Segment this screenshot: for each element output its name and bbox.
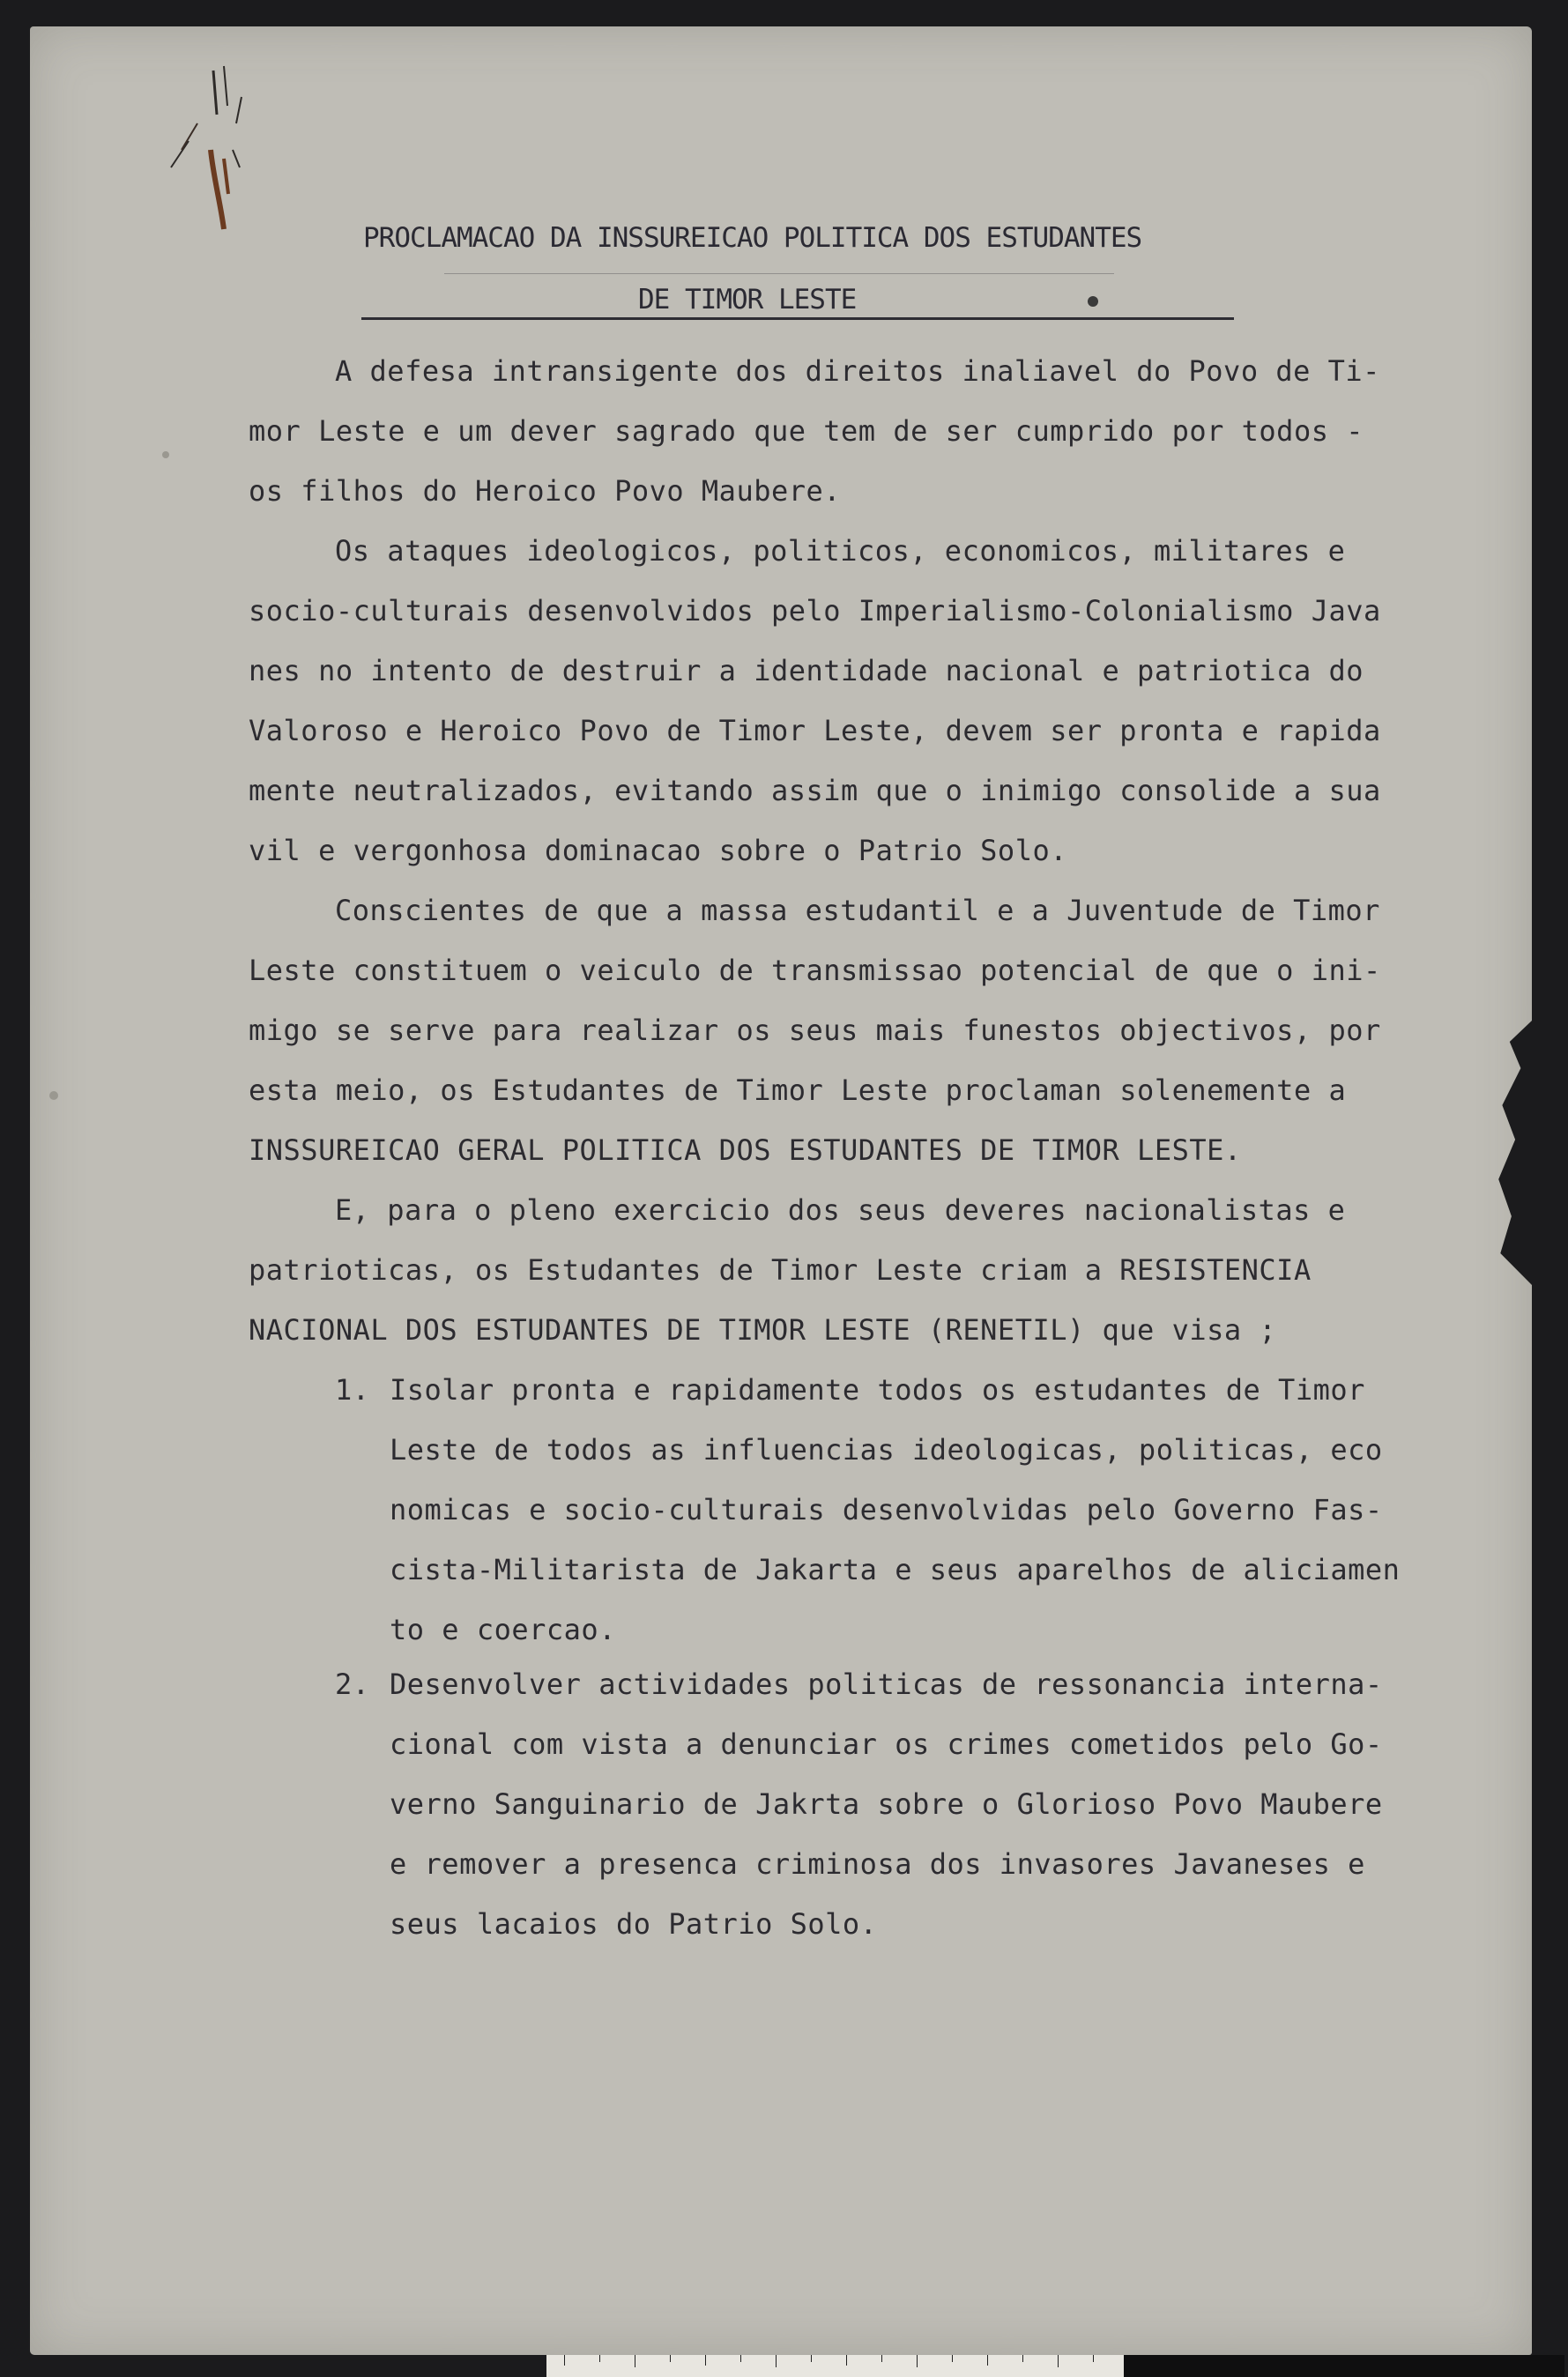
body-line: os filhos do Heroico Povo Maubere.	[249, 474, 842, 508]
document-title-line1: PROCLAMACAO DA INSSUREICAO POLITICA DOS ESTUDANTES	[363, 222, 1142, 254]
list-item-line: Desenvolver actividades politicas de ressonancia interna-	[390, 1668, 1383, 1701]
ruler-tick	[740, 2355, 741, 2362]
body-line: INSSUREICAO GERAL POLITICA DOS ESTUDANTES DE TIMOR LESTE.	[249, 1133, 1242, 1167]
ruler-tick	[670, 2355, 671, 2362]
ruler-tick	[1022, 2355, 1023, 2362]
body-line: NACIONAL DOS ESTUDANTES DE TIMOR LESTE (RENETIL) que visa ;	[249, 1313, 1277, 1347]
ruler-tick	[811, 2355, 812, 2362]
ruler-tick	[917, 2355, 918, 2367]
body-line: Leste constituem o veiculo de transmissao potencial de que o ini-	[249, 954, 1381, 987]
ruler-tick	[564, 2355, 565, 2366]
body-line: Os ataques ideologicos, politicos, economicos, militares e	[335, 534, 1346, 568]
list-item-line: to e coercao.	[390, 1613, 616, 1646]
paper-sheet	[30, 26, 1532, 2355]
ruler-tick	[1058, 2355, 1059, 2367]
ruler-tick	[1093, 2355, 1094, 2362]
body-line: nes no intento de destruir a identidade nacional e patriotica do	[249, 654, 1364, 687]
body-line: mor Leste e um dever sagrado que tem de ser cumprido por todos -	[249, 414, 1364, 448]
body-line: patrioticas, os Estudantes de Timor Leste criam a RESISTENCIA	[249, 1253, 1312, 1287]
ruler-tick	[599, 2355, 600, 2362]
list-item-line: Isolar pronta e rapidamente todos os estudantes de Timor	[390, 1373, 1365, 1407]
ruler-tick	[846, 2355, 847, 2366]
list-item-line: cional com vista a denunciar os crimes cometidos pelo Go-	[390, 1727, 1383, 1761]
title-faint-rule	[444, 273, 1114, 274]
body-line: A defesa intransigente dos direitos inaliavel do Povo de Ti-	[335, 354, 1380, 388]
title-underline	[361, 317, 1234, 320]
ruler-tick	[776, 2355, 777, 2367]
body-line: vil e vergonhosa dominacao sobre o Patrio Solo.	[249, 834, 1067, 867]
ruler-tick	[881, 2355, 882, 2362]
body-line: Conscientes de que a massa estudantil e a Juventude de Timor	[335, 894, 1380, 927]
list-item-number: 2.	[335, 1668, 370, 1701]
torn-edge	[1495, 1021, 1532, 1285]
punch-mark	[162, 451, 169, 458]
body-line: socio-culturais desenvolvidos pelo Imperialismo-Colonialismo Java	[249, 594, 1381, 628]
scale-ruler-dark-segment	[1124, 2355, 1564, 2377]
ruler-tick	[987, 2355, 988, 2366]
punch-mark	[49, 1091, 58, 1100]
list-item-line: e remover a presenca criminosa dos invasores Javaneses e	[390, 1847, 1365, 1881]
list-item-line: cista-Militarista de Jakarta e seus aparelhos de aliciamen	[390, 1553, 1401, 1586]
list-item-line: nomicas e socio-culturais desenvolvidas pelo Governo Fas-	[390, 1493, 1383, 1526]
ruler-tick	[705, 2355, 706, 2366]
ink-spot	[1088, 296, 1098, 307]
list-item-number: 1.	[335, 1373, 370, 1407]
list-item-line: Leste de todos as influencias ideologicas, politicas, eco	[390, 1433, 1383, 1467]
body-line: migo se serve para realizar os seus mais funestos objectivos, por	[249, 1014, 1381, 1047]
body-line: Valoroso e Heroico Povo de Timor Leste, devem ser pronta e rapida	[249, 714, 1381, 747]
body-line: mente neutralizados, evitando assim que o inimigo consolide a sua	[249, 774, 1381, 807]
document-title-line2: DE TIMOR LESTE	[638, 284, 857, 316]
ink-smudge-marks	[136, 62, 312, 238]
ruler-tick	[952, 2355, 953, 2362]
list-item-line: verno Sanguinario de Jakrta sobre o Glorioso Povo Maubere	[390, 1787, 1383, 1821]
body-line: esta meio, os Estudantes de Timor Leste proclaman solenemente a	[249, 1073, 1347, 1107]
list-item-line: seus lacaios do Patrio Solo.	[390, 1907, 878, 1941]
body-line: E, para o pleno exercicio dos seus deveres nacionalistas e	[335, 1193, 1346, 1227]
